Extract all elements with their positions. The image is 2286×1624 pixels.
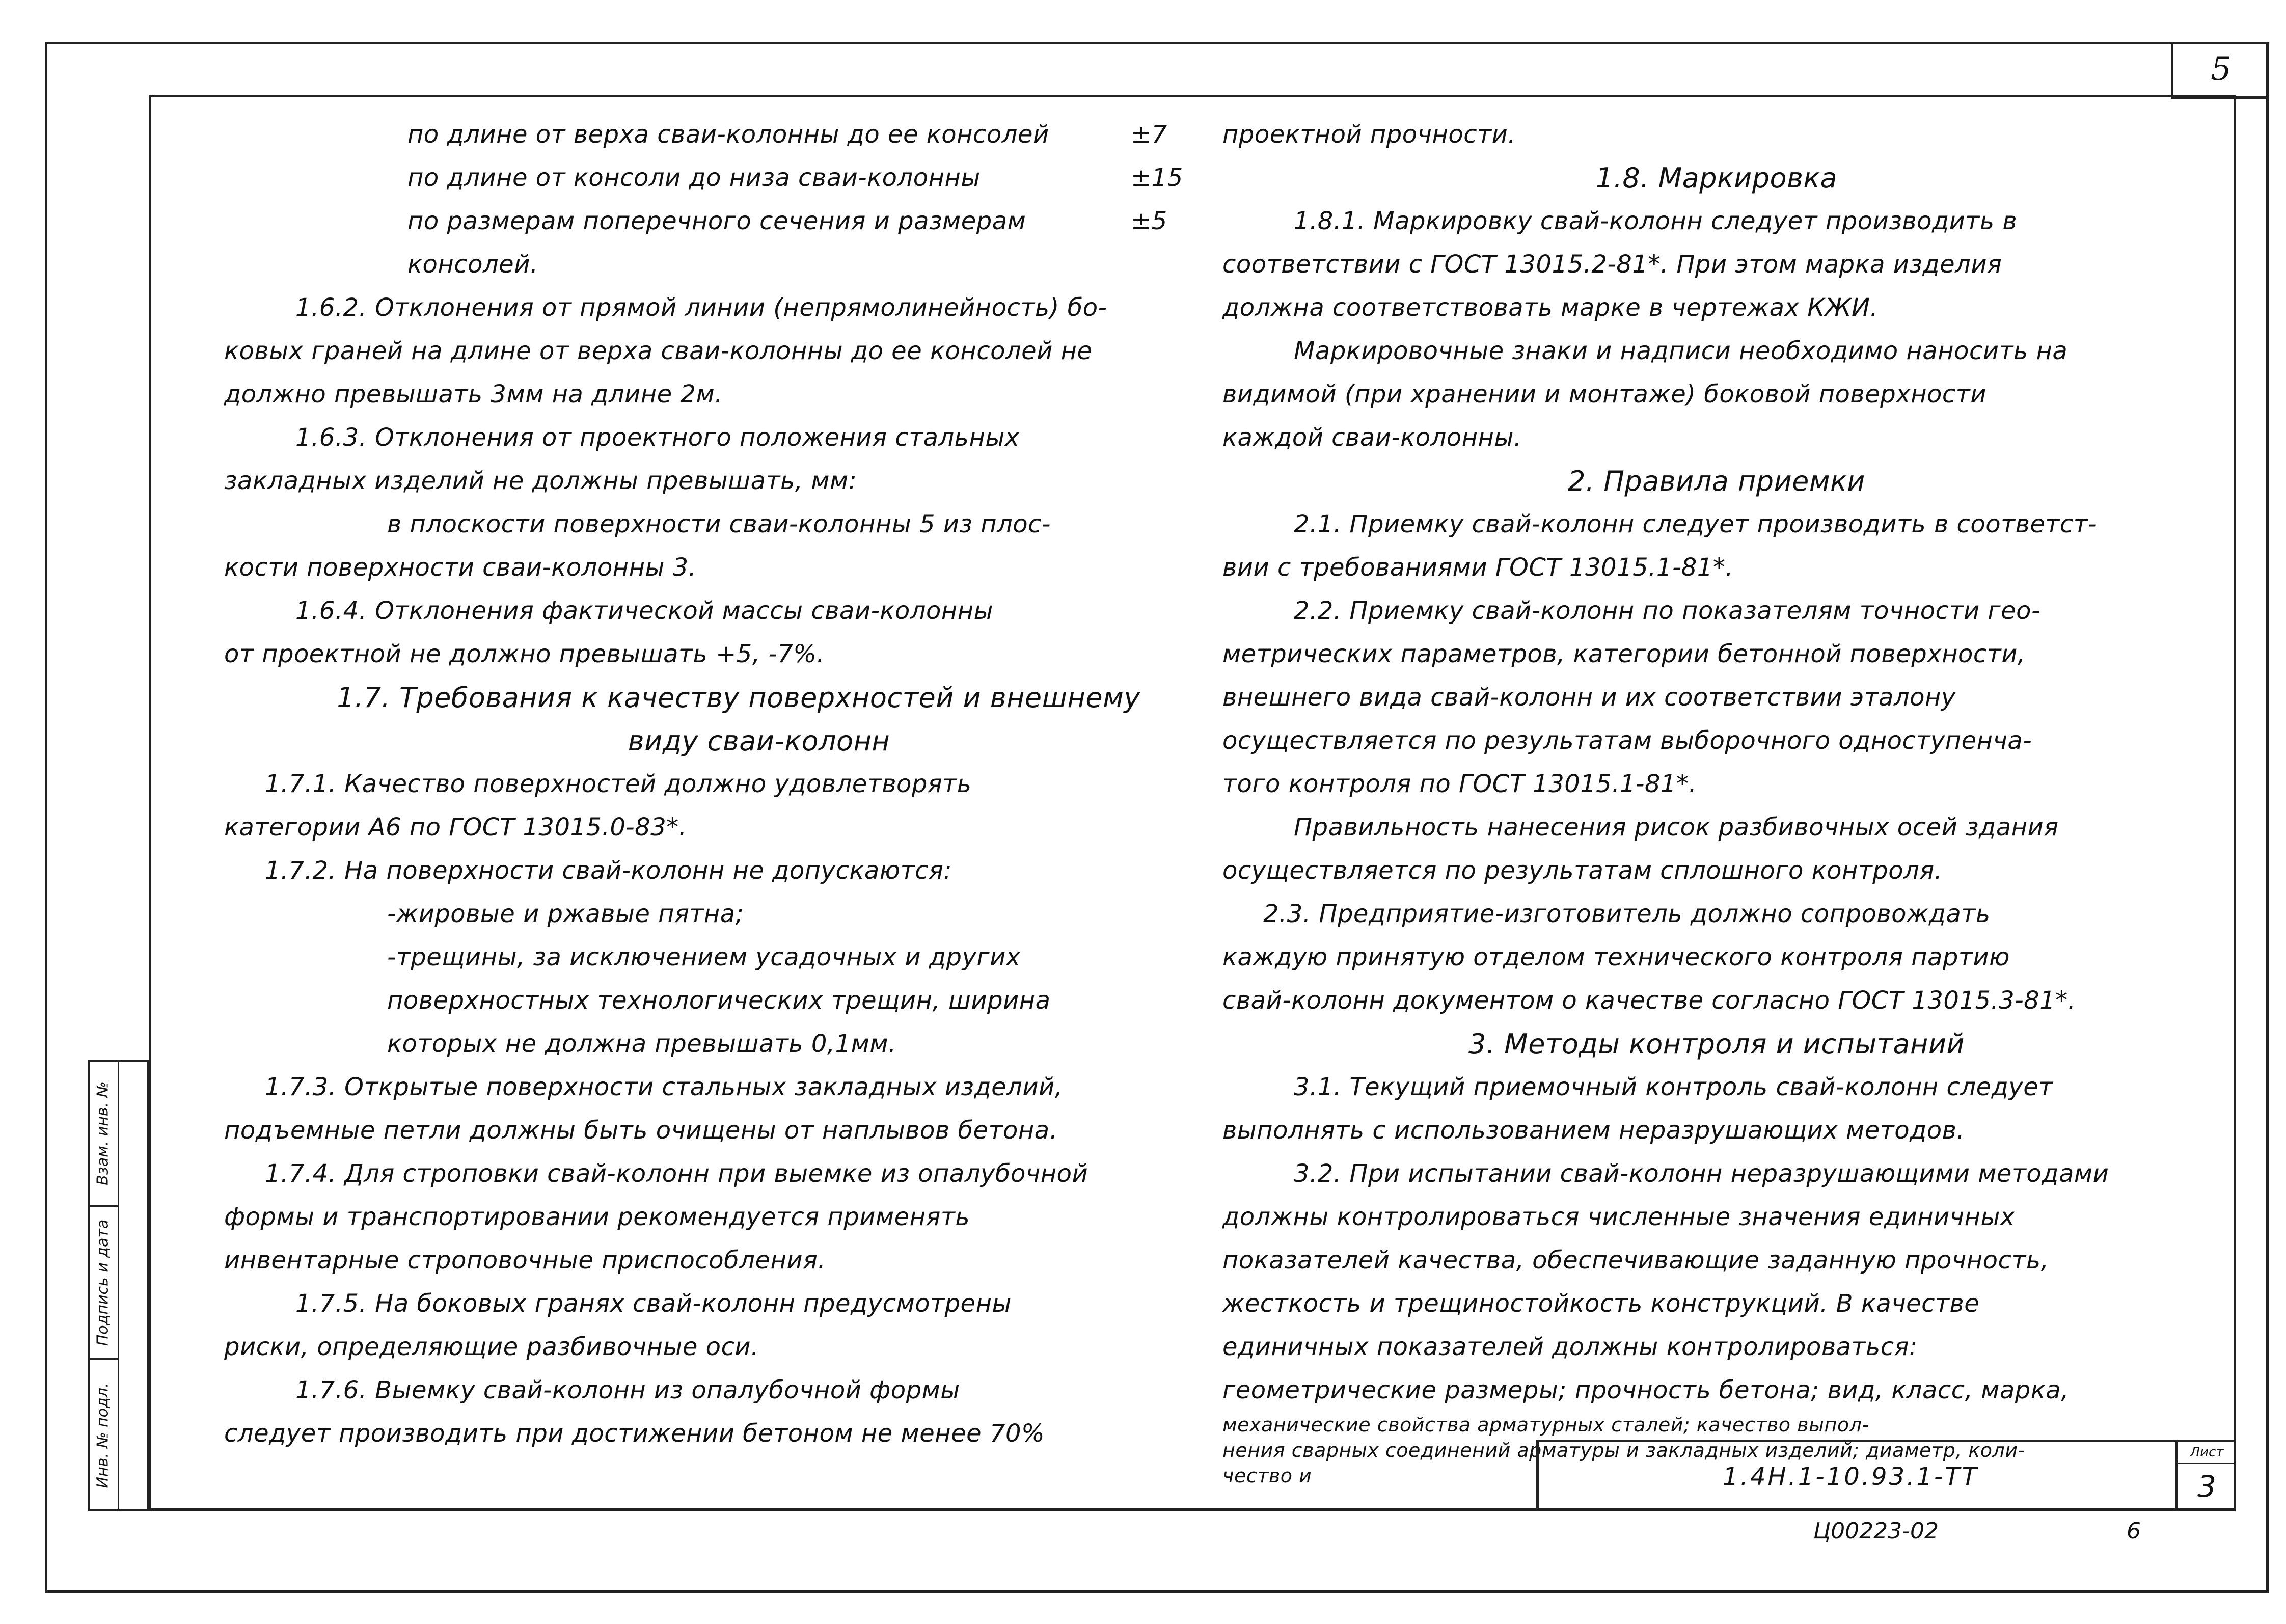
text-line: 3.2. При испытании свай-колонн неразрушающими методами xyxy=(1294,1159,2109,1188)
text-line: 1.6.2. Отклонения от прямой линии (непрямолинейность) бо- xyxy=(295,293,1107,322)
tolerance-row: по длине от верха сваи-колонны до ее консолей ±7 xyxy=(407,120,1167,149)
text-line: 1.7.5. На боковых гранях свай-колонн предусмотрены xyxy=(295,1289,1012,1318)
text-line: которых не должна превышать 0,1мм. xyxy=(387,1030,896,1058)
text-line: Правильность нанесения рисок разбивочных осей здания xyxy=(1294,813,2059,842)
text-line: поверхностных технологических трещин, ширина xyxy=(387,986,1051,1015)
text-line: ковых граней на длине от верха сваи-колонны до ее консолей не xyxy=(224,337,1093,365)
text-line: 1.6.4. Отклонения фактической массы сваи-колонны xyxy=(295,597,993,625)
text-line: следует производить при достижении бетоном не менее 70% xyxy=(224,1419,1045,1448)
text-line: 1.7.6. Выемку свай-колонн из опалубочной формы xyxy=(295,1376,960,1404)
sheet-number: 3 xyxy=(2197,1469,2216,1504)
text-line: 1.6.3. Отклонения от проектного положения стальных xyxy=(295,423,1020,452)
text-line: 1.7.4. Для строповки свай-колонн при выемке из опалубочной xyxy=(265,1159,1088,1188)
text-line: от проектной не должно превышать +5, -7%. xyxy=(224,640,825,668)
text-line: 1.7.1. Качество поверхностей должно удовлетворять xyxy=(265,770,972,798)
text-line: 1.7.2. На поверхности свай-колонн не допускаются: xyxy=(265,856,953,885)
text-line: закладных изделий не должны превышать, мм: xyxy=(224,467,857,495)
strip-cell: Взам. инв. № xyxy=(88,1060,118,1205)
section-heading: 3. Методы контроля и испытаний xyxy=(1468,1028,1965,1060)
text-line: соответствии с ГОСТ 13015.2-81*. При этом марка изделия xyxy=(1222,250,2002,279)
text-line: каждой сваи-колонны. xyxy=(1222,423,1522,452)
strip-cell: Подпись и дата xyxy=(88,1205,118,1358)
title-block xyxy=(1536,1440,2236,1511)
text-line: того контроля по ГОСТ 13015.1-81*. xyxy=(1222,770,1697,798)
section-heading: 1.8. Маркировка xyxy=(1595,162,1838,194)
text-line: категории А6 по ГОСТ 13015.0-83*. xyxy=(224,813,687,842)
text-line: нения сварных соединений арматуры и закладных изделий; диаметр, коли- xyxy=(1222,1439,2025,1461)
text-line: видимой (при хранении и монтаже) боковой поверхности xyxy=(1222,380,1986,409)
text-line: выполнять с использованием неразрушающих методов. xyxy=(1222,1116,1965,1145)
text-line: 2.2. Приемку свай-колонн по показателям точности гео- xyxy=(1294,597,2040,625)
left-column xyxy=(224,113,1182,1455)
text-line: в плоскости поверхности сваи-колонны 5 из плос- xyxy=(387,510,1051,538)
archive-code: Ц00223-02 xyxy=(1813,1518,1939,1544)
strip-cell: Инв. № подл. xyxy=(88,1358,118,1511)
text-line: геометрические размеры; прочность бетона; вид, класс, марка, xyxy=(1222,1376,2069,1404)
text-line: должна соответствовать марке в чертежах КЖИ. xyxy=(1222,293,1879,322)
text-line: вии с требованиями ГОСТ 13015.1-81*. xyxy=(1222,553,1734,582)
tolerance-row: по размерам поперечного сечения и размерам ±5 xyxy=(407,207,1167,235)
text-line: 2.1. Приемку свай-колонн следует производить в соответст- xyxy=(1294,510,2098,538)
right-column xyxy=(1222,113,2211,1488)
strip-value-column xyxy=(119,1062,147,1509)
page-number: 5 xyxy=(2171,42,2269,99)
text-line: консолей. xyxy=(407,250,538,279)
text-line: внешнего вида свай-колонн и их соответствии эталону xyxy=(1222,683,1956,712)
text-line: 3.1. Текущий приемочный контроль свай-колонн следует xyxy=(1294,1073,2053,1101)
text-line: риски, определяющие разбивочные оси. xyxy=(224,1333,759,1361)
text-line: единичных показателей должны контролироваться: xyxy=(1222,1333,1918,1361)
text-line: осуществляется по результатам сплошного контроля. xyxy=(1222,856,1943,885)
text-line: проектной прочности. xyxy=(1222,120,1516,149)
tolerance-row: по длине от консоли до низа сваи-колонны ±15 xyxy=(407,164,1183,192)
text-line: инвентарные строповочные приспособления. xyxy=(224,1246,826,1275)
text-line: чество и xyxy=(1222,1465,1312,1487)
section-heading: 2. Правила приемки xyxy=(1568,465,1865,497)
text-line: формы и транспортировании рекомендуется применять xyxy=(224,1203,970,1231)
approval-strip-labels xyxy=(88,1060,118,1511)
text-line: 1.8.1. Маркировку свай-колонн следует производить в xyxy=(1294,207,2018,235)
text-line: каждую принятую отделом технического контроля партию xyxy=(1222,943,2010,971)
text-line: подъемные петли должны быть очищены от наплывов бетона. xyxy=(224,1116,1058,1145)
text-line: Маркировочные знаки и надписи необходимо наносить на xyxy=(1294,337,2068,365)
list-item: -трещины, за исключением усадочных и других xyxy=(387,943,1021,971)
section-heading: 1.7. Требования к качеству поверхностей и внешнему xyxy=(337,682,1140,714)
text-line: должны контролироваться численные значения единичных xyxy=(1222,1203,2015,1231)
text-line: кости поверхности сваи-колонны 3. xyxy=(224,553,697,582)
section-heading: виду сваи-колонн xyxy=(628,725,890,757)
text-line: свай-колонн документом о качестве согласно ГОСТ 13015.3-81*. xyxy=(1222,986,2076,1015)
text-line: должно превышать 3мм на длине 2м. xyxy=(224,380,723,409)
text-line: механические свойства арматурных сталей; качество выпол- xyxy=(1222,1414,1869,1436)
document-code: 1.4Н.1-10.93.1-ТТ xyxy=(1723,1462,1979,1491)
footer-page: 6 xyxy=(2127,1518,2141,1544)
sheet-label: Лист xyxy=(2178,1442,2236,1464)
text-line: 1.7.3. Открытые поверхности стальных закладных изделий, xyxy=(265,1073,1063,1101)
list-item: -жировые и ржавые пятна; xyxy=(387,900,744,928)
text-line: метрических параметров, категории бетонной поверхности, xyxy=(1222,640,2026,668)
text-line: жесткость и трещиностойкость конструкций. В качестве xyxy=(1222,1289,1980,1318)
text-line: 2.3. Предприятие-изготовитель должно сопровождать xyxy=(1263,900,1991,928)
text-line: осуществляется по результатам выборочного одноступенча- xyxy=(1222,726,2032,755)
text-line: показателей качества, обеспечивающие заданную прочность, xyxy=(1222,1246,2049,1275)
sheet-box xyxy=(2175,1442,2236,1511)
